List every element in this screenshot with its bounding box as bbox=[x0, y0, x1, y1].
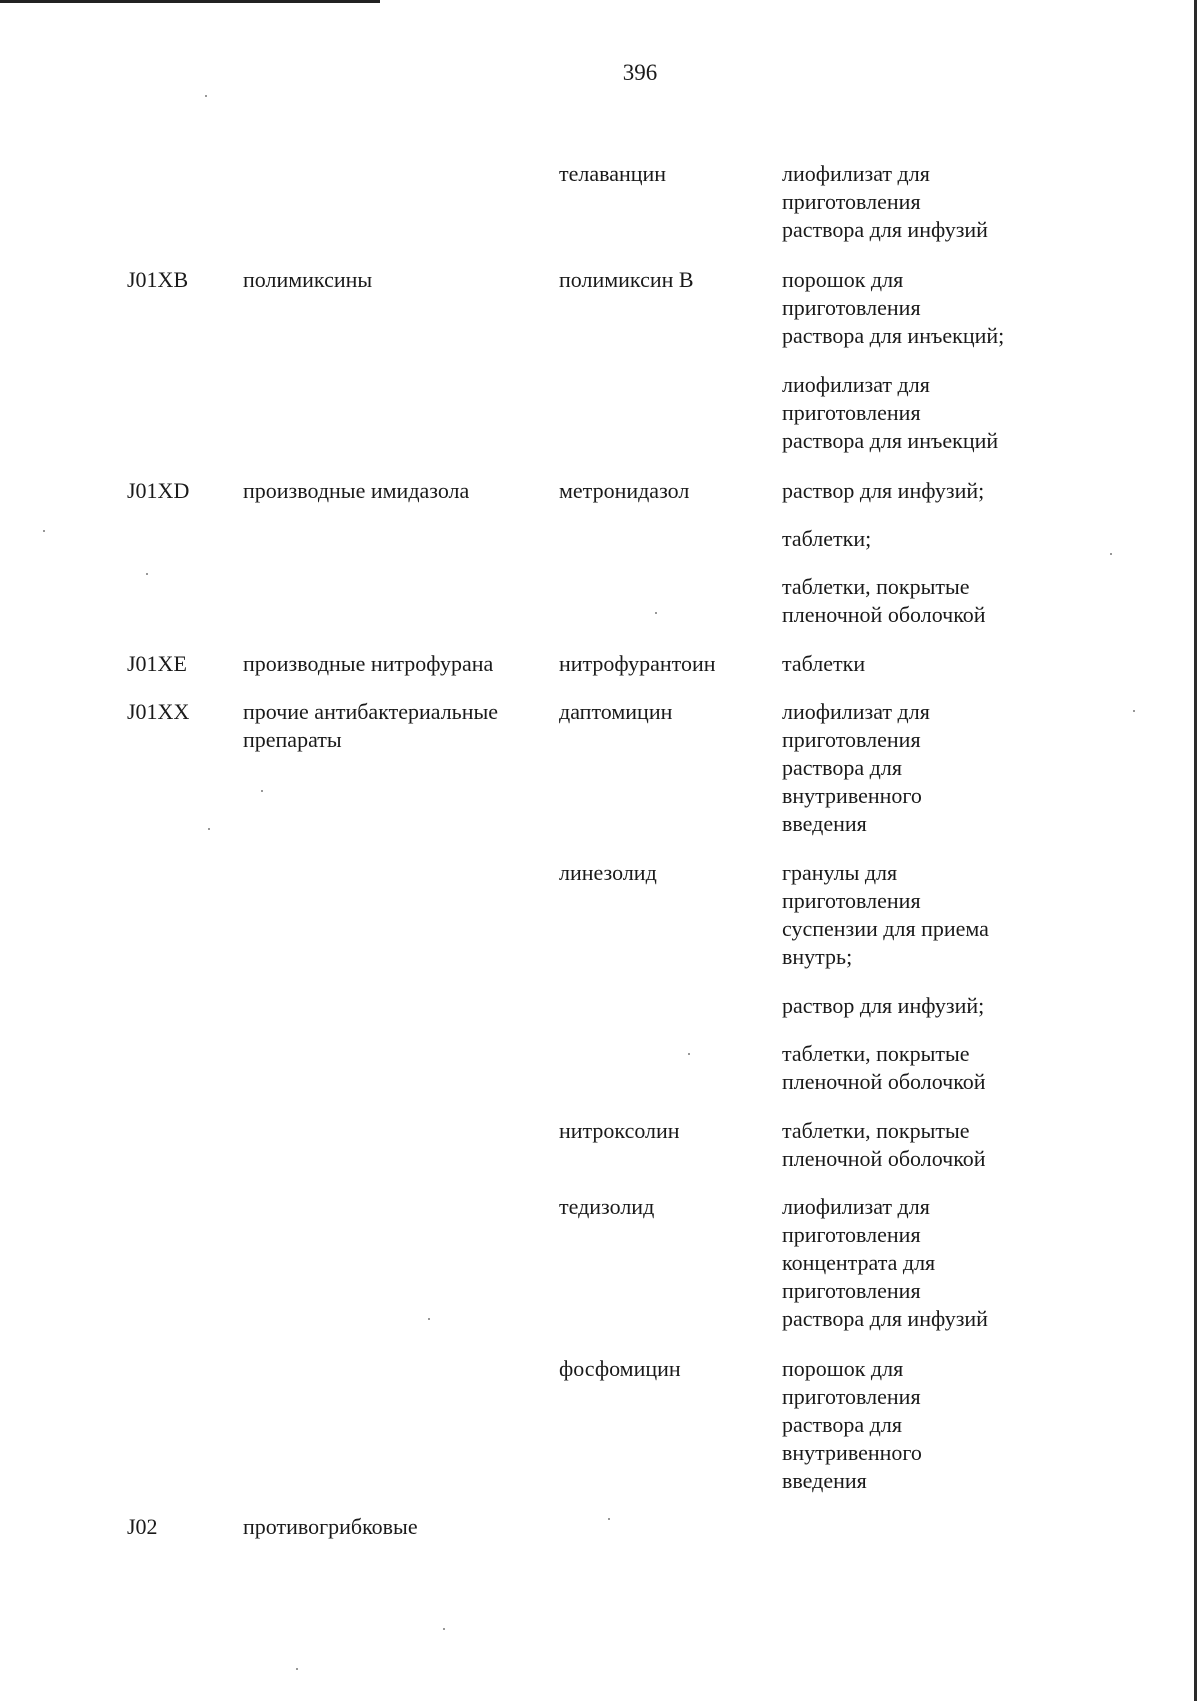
speck bbox=[296, 1668, 298, 1670]
drug-name: тедизолид bbox=[559, 1194, 655, 1219]
speck bbox=[443, 1628, 445, 1630]
dosage-form bbox=[782, 266, 1042, 350]
atc-code: J01XX bbox=[127, 699, 190, 724]
group-line: прочие антибактериальные bbox=[243, 699, 499, 724]
dosage-form bbox=[782, 477, 1042, 505]
drug-name: линезолид bbox=[559, 860, 657, 885]
speck bbox=[1110, 553, 1112, 555]
dosage-form-line: приготовления bbox=[782, 189, 921, 214]
scan-edge-right bbox=[1194, 0, 1197, 1701]
drug-name: полимиксин В bbox=[559, 267, 694, 292]
dosage-form-line: внутривенного bbox=[782, 1440, 922, 1465]
dosage-form-line: порошок для bbox=[782, 267, 904, 292]
speck bbox=[43, 530, 45, 532]
drug-name: метронидазол bbox=[559, 478, 690, 503]
dosage-form bbox=[782, 1040, 1042, 1096]
speck bbox=[261, 790, 263, 792]
dosage-form-line: таблетки bbox=[782, 651, 866, 676]
atc-code: J01XE bbox=[127, 651, 187, 676]
dosage-form bbox=[782, 371, 1042, 455]
dosage-form-line: суспензии для приема bbox=[782, 916, 989, 941]
group-line: производные имидазола bbox=[243, 478, 470, 503]
dosage-form bbox=[782, 573, 1042, 629]
dosage-form-line: раствора для bbox=[782, 1412, 902, 1437]
dosage-form-line: введения bbox=[782, 1468, 867, 1493]
dosage-form-line: таблетки, покрытые bbox=[782, 574, 970, 599]
pharmacological-group bbox=[243, 698, 533, 754]
atc-code: J01XD bbox=[127, 478, 190, 503]
dosage-form-line: приготовления bbox=[782, 400, 921, 425]
dosage-form-line: таблетки, покрытые bbox=[782, 1041, 970, 1066]
dosage-form-line: раствор для инфузий; bbox=[782, 993, 985, 1018]
dosage-form bbox=[782, 650, 1042, 678]
pharmacological-group bbox=[243, 1513, 533, 1541]
group-line: полимиксины bbox=[243, 267, 373, 292]
speck bbox=[688, 1053, 690, 1055]
speck bbox=[428, 1318, 430, 1320]
drug-name: даптомицин bbox=[559, 699, 673, 724]
dosage-form-line: пленочной оболочкой bbox=[782, 1069, 986, 1094]
dosage-form-line: лиофилизат для bbox=[782, 1194, 930, 1219]
dosage-form-line: лиофилизат для bbox=[782, 161, 930, 186]
pharmacological-group bbox=[243, 266, 533, 294]
dosage-form-line: лиофилизат для bbox=[782, 372, 930, 397]
scan-edge-top bbox=[0, 0, 380, 3]
speck bbox=[205, 95, 207, 97]
dosage-form-line: раствора для инъекций; bbox=[782, 323, 1005, 348]
drug-name: нитроксолин bbox=[559, 1118, 680, 1143]
dosage-form-line: приготовления bbox=[782, 1278, 921, 1303]
dosage-form-line: концентрата для bbox=[782, 1250, 936, 1275]
dosage-form-line: введения bbox=[782, 811, 867, 836]
dosage-form-line: приготовления bbox=[782, 1222, 921, 1247]
atc-code: J02 bbox=[127, 1514, 158, 1539]
dosage-form-line: приготовления bbox=[782, 295, 921, 320]
dosage-form-line: лиофилизат для bbox=[782, 699, 930, 724]
group-line: противогрибковые bbox=[243, 1514, 418, 1539]
group-line: препараты bbox=[243, 727, 342, 752]
dosage-form-line: приготовления bbox=[782, 1384, 921, 1409]
group-line: производные нитрофурана bbox=[243, 651, 494, 676]
dosage-form bbox=[782, 1193, 1042, 1333]
dosage-form-line: раствора для инъекций bbox=[782, 428, 999, 453]
dosage-form-line: приготовления bbox=[782, 727, 921, 752]
speck bbox=[208, 828, 210, 830]
dosage-form-line: внутрь; bbox=[782, 944, 853, 969]
speck bbox=[146, 573, 148, 575]
dosage-form-line: раствора для bbox=[782, 755, 902, 780]
dosage-form-line: раствор для инфузий; bbox=[782, 478, 985, 503]
dosage-form-line: приготовления bbox=[782, 888, 921, 913]
drug-name: нитрофурантоин bbox=[559, 651, 716, 676]
pharmacological-group bbox=[243, 477, 533, 505]
dosage-form-line: внутривенного bbox=[782, 783, 922, 808]
atc-code: J01XB bbox=[127, 267, 189, 292]
speck bbox=[655, 612, 657, 614]
page-number: 396 bbox=[622, 60, 658, 85]
dosage-form bbox=[782, 1117, 1042, 1173]
drug-name: телаванцин bbox=[559, 161, 667, 186]
dosage-form-line: раствора для инфузий bbox=[782, 1306, 988, 1331]
speck bbox=[1133, 710, 1135, 712]
dosage-form bbox=[782, 525, 1042, 553]
dosage-form-line: раствора для инфузий bbox=[782, 217, 988, 242]
dosage-form-line: пленочной оболочкой bbox=[782, 602, 986, 627]
dosage-form bbox=[782, 1355, 1042, 1495]
dosage-form bbox=[782, 160, 1042, 244]
pharmacological-group bbox=[243, 650, 533, 678]
dosage-form bbox=[782, 698, 1042, 838]
dosage-form-line: таблетки; bbox=[782, 526, 872, 551]
dosage-form bbox=[782, 992, 1042, 1020]
dosage-form-line: пленочной оболочкой bbox=[782, 1146, 986, 1171]
dosage-form-line: порошок для bbox=[782, 1356, 904, 1381]
drug-name: фосфомицин bbox=[559, 1356, 681, 1381]
speck bbox=[608, 1518, 610, 1520]
dosage-form-line: гранулы для bbox=[782, 860, 898, 885]
dosage-form-line: таблетки, покрытые bbox=[782, 1118, 970, 1143]
dosage-form bbox=[782, 859, 1042, 971]
